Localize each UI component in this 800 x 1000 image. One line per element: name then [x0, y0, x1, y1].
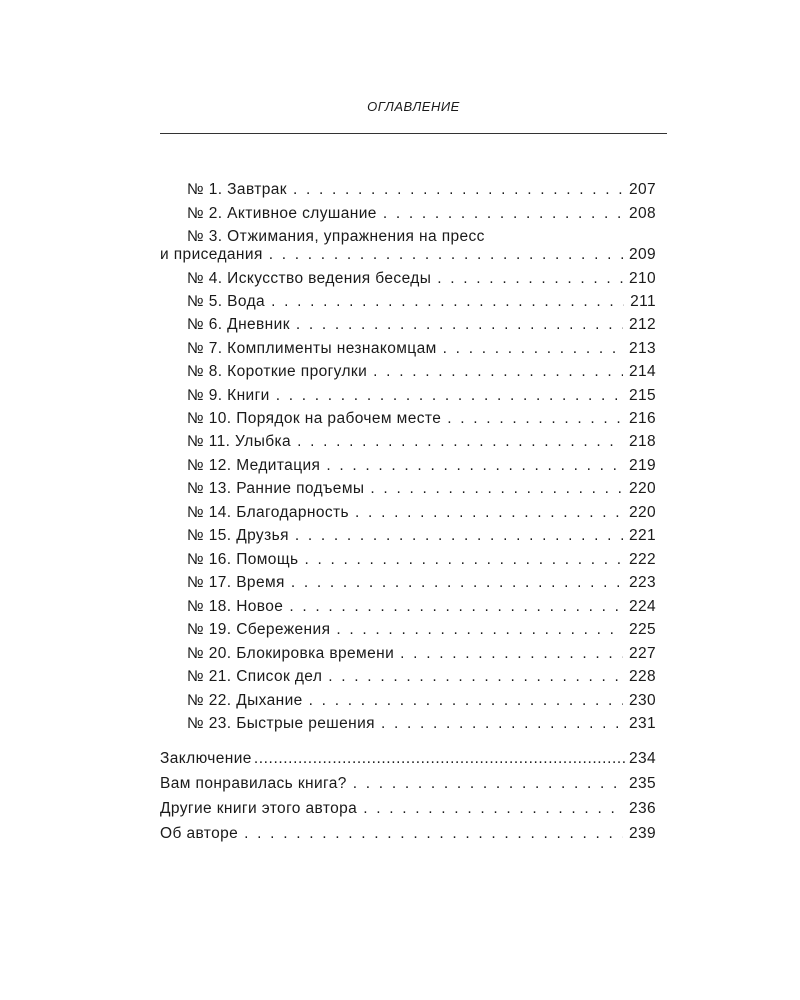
toc-entry-page: 210 [628, 270, 656, 287]
toc-entry-page: 216 [628, 410, 656, 427]
dot-leader [289, 598, 623, 616]
toc-entry-title: № 19. Сбережения [187, 621, 331, 638]
toc-entry-title: № 22. Дыхание [187, 692, 303, 709]
toc-entry-title: № 2. Активное слушание [187, 205, 377, 222]
toc-entry[interactable] [187, 316, 656, 334]
toc-entry-page: 220 [628, 480, 656, 497]
toc-entry-page: 207 [628, 181, 656, 198]
toc-entry[interactable] [187, 574, 656, 592]
toc-entry-title: № 5. Вода [187, 293, 266, 310]
dot-leader [447, 410, 623, 428]
dot-leader [297, 433, 623, 451]
toc-entry-page: 223 [628, 574, 656, 591]
toc-entry[interactable] [187, 410, 656, 428]
toc-entry-title: Другие книги этого автора [160, 800, 358, 817]
toc-entry-title: № 17. Время [187, 574, 285, 591]
toc-entry[interactable] [187, 340, 656, 358]
toc-entry-page: 221 [628, 527, 656, 544]
dot-leader [370, 480, 623, 498]
toc-entry-title: № 13. Ранние подъемы [187, 480, 365, 497]
dot-leader [400, 645, 623, 663]
toc-entry[interactable] [160, 750, 656, 768]
toc-entry-page: 231 [628, 715, 656, 732]
toc-entry-page: 220 [628, 504, 656, 521]
toc-entry-page: 215 [628, 387, 656, 404]
toc-entry[interactable] [187, 387, 656, 405]
dot-leader [373, 363, 623, 381]
toc-entry-page: 227 [628, 645, 656, 662]
toc-entry[interactable] [187, 363, 656, 381]
dot-leader [244, 825, 623, 843]
dot-leader [293, 181, 623, 199]
toc-entry[interactable] [160, 825, 656, 843]
toc-entry-title: № 8. Короткие прогулки [187, 363, 368, 380]
dot-leader [381, 715, 623, 733]
toc-entry[interactable] [187, 668, 656, 686]
toc-entry[interactable] [187, 715, 656, 733]
toc-entry-continuation[interactable] [160, 246, 656, 264]
toc-entry-page: 234 [628, 750, 656, 767]
dot-leader [291, 574, 623, 592]
toc-entry-page: 214 [628, 363, 656, 380]
toc-entry-title: Вам понравилась книга? [160, 775, 347, 792]
toc-entry[interactable] [187, 433, 656, 451]
toc-entry-title: № 23. Быстрые решения [187, 715, 375, 732]
toc-entry-title: № 12. Медитация [187, 457, 321, 474]
toc-entry[interactable] [160, 775, 656, 793]
toc-entry-page: 219 [628, 457, 656, 474]
toc-entry-page: 218 [628, 433, 656, 450]
toc-entry-page: 236 [628, 800, 656, 817]
toc-entry-title: № 4. Искусство ведения беседы [187, 270, 432, 287]
toc-entry-title: № 1. Завтрак [187, 181, 287, 198]
dot-leader [296, 316, 623, 334]
toc-entry-title-line1: № 3. Отжимания, упражнения на пресс [187, 228, 485, 245]
toc-entry-title: № 7. Комплименты незнакомцам [187, 340, 437, 357]
toc-entry-page: 222 [628, 551, 656, 568]
toc-entry-title: № 11. Улыбка [187, 433, 292, 450]
toc-entry[interactable] [187, 504, 656, 522]
dot-leader [271, 293, 624, 311]
toc-entry-title: № 16. Помощь [187, 551, 299, 568]
dot-leader [276, 387, 623, 405]
toc-entry-title: № 21. Список дел [187, 668, 323, 685]
dot-leader [437, 270, 623, 288]
toc-entry-page: 235 [628, 775, 656, 792]
toc-entry[interactable] [187, 457, 656, 475]
toc-entry-title: № 20. Блокировка времени [187, 645, 395, 662]
dot-leader [363, 800, 623, 818]
toc-entry[interactable] [187, 205, 656, 223]
toc-entry-title: № 18. Новое [187, 598, 284, 615]
toc-entry[interactable] [187, 181, 656, 199]
dot-leader [309, 692, 623, 710]
dot-leader [304, 551, 622, 569]
header-rule [160, 133, 667, 134]
toc-entry-title: № 14. Благодарность [187, 504, 350, 521]
toc-entry[interactable] [187, 293, 656, 311]
toc-entry[interactable] [187, 598, 656, 616]
running-header: ОГЛАВЛЕНИЕ [367, 99, 460, 114]
toc-entry-page: 211 [630, 293, 656, 310]
toc-entry-page: 230 [628, 692, 656, 709]
dot-leader [254, 750, 627, 768]
toc-entry-title: № 9. Книги [187, 387, 270, 404]
toc-entry[interactable] [187, 551, 656, 569]
toc-entry[interactable] [187, 527, 656, 545]
toc-entry[interactable] [187, 645, 656, 663]
dot-leader [353, 775, 623, 793]
toc-entry[interactable] [187, 621, 656, 639]
dot-leader [383, 205, 623, 223]
dot-leader [336, 621, 623, 639]
toc-entry[interactable] [187, 228, 656, 246]
toc-entry-page: 212 [628, 316, 656, 333]
dot-leader [295, 527, 623, 545]
toc-entry-title: и приседания [160, 246, 263, 263]
toc-entry-page: 209 [628, 246, 656, 263]
toc-entry-page: 208 [628, 205, 656, 222]
toc-entry-page: 225 [628, 621, 656, 638]
toc-entry-page: 228 [628, 668, 656, 685]
toc-entry-title: № 15. Друзья [187, 527, 289, 544]
dot-leader [269, 246, 623, 264]
toc-entry[interactable] [187, 480, 656, 498]
toc-entry-title: Об авторе [160, 825, 239, 842]
toc-entry-title: Заключение [160, 750, 252, 767]
dot-leader [355, 504, 623, 522]
dot-leader [443, 340, 623, 358]
toc-entry[interactable] [187, 270, 656, 288]
toc-entry-page: 213 [628, 340, 656, 357]
dot-leader [328, 668, 623, 686]
toc-entry[interactable] [160, 800, 656, 818]
toc-entry-page: 224 [628, 598, 656, 615]
toc-entry-title: № 6. Дневник [187, 316, 290, 333]
toc-entry-title: № 10. Порядок на рабочем месте [187, 410, 442, 427]
dot-leader [326, 457, 623, 475]
toc-entry[interactable] [187, 692, 656, 710]
toc-entry-page: 239 [628, 825, 656, 842]
